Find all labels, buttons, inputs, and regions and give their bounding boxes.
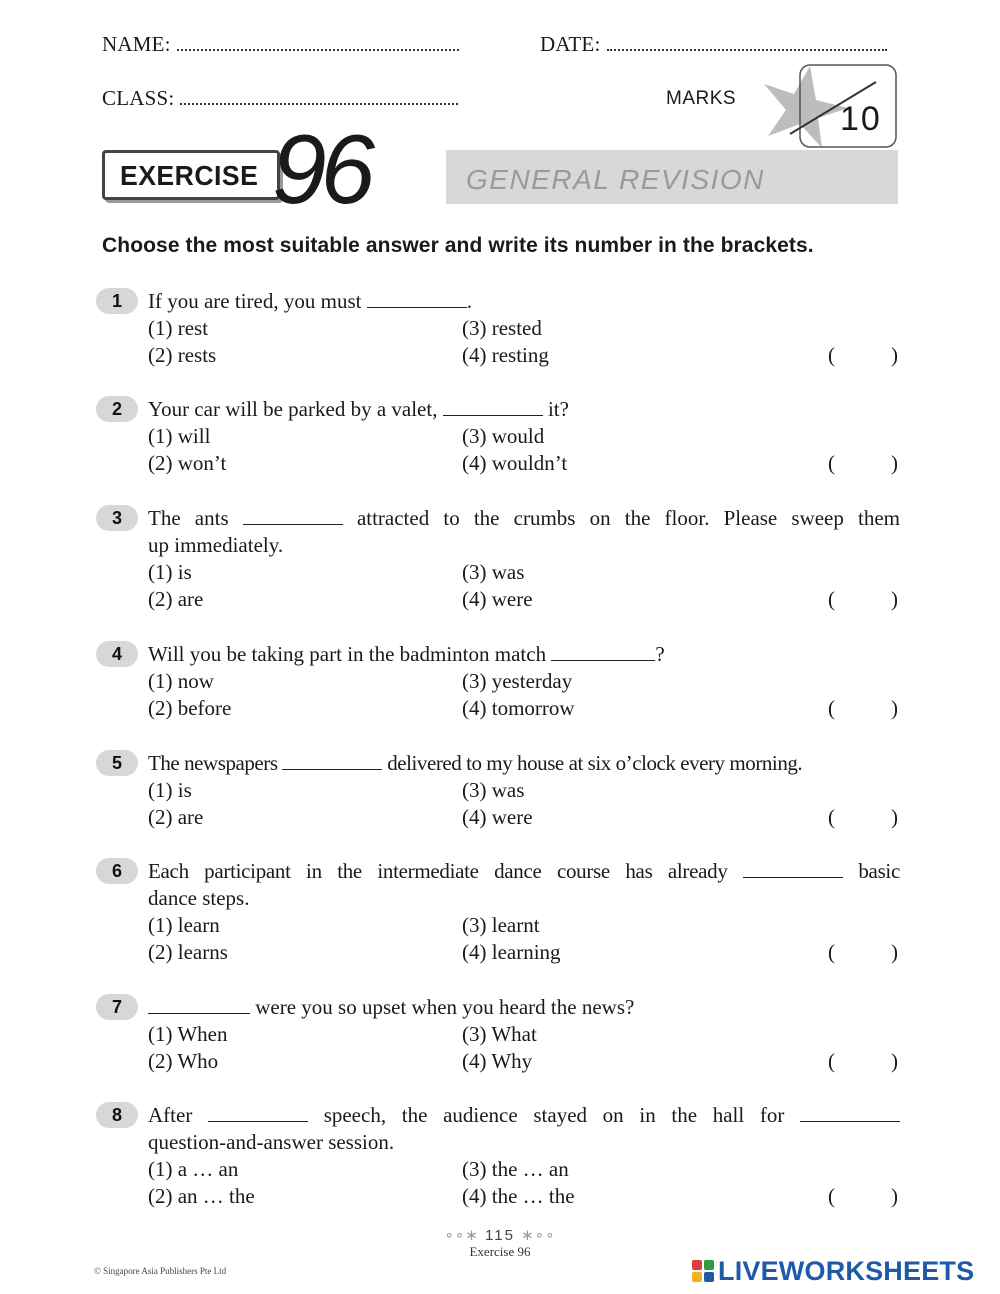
option: (2) an … the <box>148 1184 255 1208</box>
answer-blank[interactable] <box>243 507 343 525</box>
question-number: 2 <box>96 396 138 422</box>
question-7: 7 were you so upset when you heard the news? (1) When (2) Who (3) What (4) Why ( ) <box>96 994 900 1074</box>
question-number: 7 <box>96 994 138 1020</box>
option: (2) won’t <box>148 451 227 475</box>
logo-text: LIVEWORKSHEETS <box>718 1255 975 1286</box>
class-field[interactable] <box>102 86 458 111</box>
question-2: 2 Your car will be parked by a valet, it? (1) will (2) won’t (3) would (4) wouldn’t ( ) <box>96 396 900 476</box>
option: (3) What <box>462 1022 537 1046</box>
option: (4) were <box>462 587 533 611</box>
answer-blank[interactable] <box>282 752 382 770</box>
question-1: 1 If you are tired, you must . (1) rest (2) rests (3) rested (4) resting ( ) <box>96 288 900 368</box>
option: (2) learns <box>148 940 228 964</box>
page-number-row: ∘∘∗ 115 ∗∘∘ <box>444 1227 556 1244</box>
option: (3) would <box>462 424 545 448</box>
option: (2) Who <box>148 1049 219 1073</box>
question-number: 3 <box>96 505 138 531</box>
option: (3) was <box>462 778 525 802</box>
marks-label: MARKS <box>666 88 737 109</box>
question-8: 8 After speech, the audience stayed on in the hall for question-and-answer session. (1) a … an (2) an … the (3) the … an (4) the … the ( ) <box>96 1102 900 1210</box>
question-number: 5 <box>96 750 138 776</box>
option: (2) are <box>148 587 204 611</box>
option: (3) learnt <box>462 913 540 937</box>
option: (1) is <box>148 778 192 802</box>
instruction: Choose the most suitable answer and write its number in the brackets. <box>102 234 814 257</box>
option: (4) resting <box>462 343 549 367</box>
option: (4) the … the <box>462 1184 575 1208</box>
answer-blank[interactable] <box>148 996 250 1014</box>
class-label: CLASS: <box>102 86 175 110</box>
question-stem: After speech, the audience stayed on in the hall for <box>148 1102 900 1129</box>
option: (1) will <box>148 424 211 448</box>
name-field[interactable] <box>102 32 459 57</box>
copyright: © Singapore Asia Publishers Pte Ltd <box>94 1266 227 1276</box>
answer-blank[interactable] <box>551 643 655 661</box>
question-stem-line2: question-and-answer session. <box>148 1130 395 1154</box>
option: (4) wouldn’t <box>462 451 568 475</box>
option: (2) rests <box>148 343 217 367</box>
answer-blank[interactable] <box>800 1104 900 1122</box>
date-blank[interactable] <box>607 47 887 51</box>
option: (4) were <box>462 805 533 829</box>
marks-total: 10 <box>840 100 882 138</box>
question-6: 6 Each participant in the intermediate dance course has already basic dance steps. (1) learn (2) learns (3) learnt (4) learning ( ) <box>96 858 900 966</box>
question-stem: Your car will be parked by a valet, it? <box>148 397 569 421</box>
date-label: DATE: <box>540 32 601 56</box>
question-stem: were you so upset when you heard the news? <box>148 994 900 1021</box>
question-3: 3 The ants attracted to the crumbs on the floor. Please sweep them up immediately. (1) is (2) are (3) was (4) were ( ) <box>96 505 900 613</box>
answer-blank[interactable] <box>743 860 843 878</box>
question-4: 4 Will you be taking part in the badminton match ? (1) now (2) before (3) yesterday (4) tomorrow ( ) <box>96 641 900 721</box>
option: (1) is <box>148 560 192 584</box>
option: (4) tomorrow <box>462 696 575 720</box>
question-stem-line2: dance steps. <box>148 886 250 910</box>
logo-grid-icon <box>692 1260 714 1282</box>
question-number: 8 <box>96 1102 138 1128</box>
class-blank[interactable] <box>180 101 458 105</box>
answer-blank[interactable] <box>443 398 543 416</box>
answer-blank[interactable] <box>208 1104 308 1122</box>
question-number: 1 <box>96 288 138 314</box>
question-stem: Each participant in the intermediate dance course has already basic <box>148 859 900 883</box>
liveworksheets-logo <box>692 1254 974 1288</box>
option: (2) are <box>148 805 204 829</box>
exercise-label: EXERCISE <box>120 160 259 191</box>
option: (2) before <box>148 696 232 720</box>
option: (3) was <box>462 560 525 584</box>
question-stem: The ants attracted to the crumbs on the floor. Please sweep them <box>148 506 901 530</box>
option: (3) the … an <box>462 1157 569 1181</box>
topic-title: GENERAL REVISION <box>466 164 765 195</box>
question-number: 6 <box>96 858 138 884</box>
name-label: NAME: <box>102 32 171 56</box>
option: (4) learning <box>462 940 561 964</box>
option: (3) yesterday <box>462 669 573 693</box>
question-stem: The newspapers delivered to my house at six o’clock every morning. <box>148 751 803 775</box>
question-stem-line2: up immediately. <box>148 533 284 557</box>
exercise-number: 96 <box>272 114 370 224</box>
question-stem: Will you be taking part in the badminton match ? <box>148 642 665 666</box>
question-number: 4 <box>96 641 138 667</box>
option: (1) rest <box>148 316 209 340</box>
option: (1) When <box>148 1022 228 1046</box>
exercise-reference: Exercise 96 <box>469 1244 531 1259</box>
option: (1) learn <box>148 913 220 937</box>
option: (4) Why <box>462 1049 533 1073</box>
option: (1) a … an <box>148 1157 239 1181</box>
date-field[interactable] <box>540 32 887 57</box>
question-stem: If you are tired, you must . <box>148 289 472 313</box>
name-blank[interactable] <box>177 47 459 51</box>
option: (1) now <box>148 669 214 693</box>
page-number: 115 <box>485 1227 515 1244</box>
answer-blank[interactable] <box>367 290 467 308</box>
question-5: 5 The newspapers delivered to my house at six o’clock every morning. (1) is (2) are (3) was (4) were ( ) <box>96 750 900 830</box>
option: (3) rested <box>462 316 542 340</box>
